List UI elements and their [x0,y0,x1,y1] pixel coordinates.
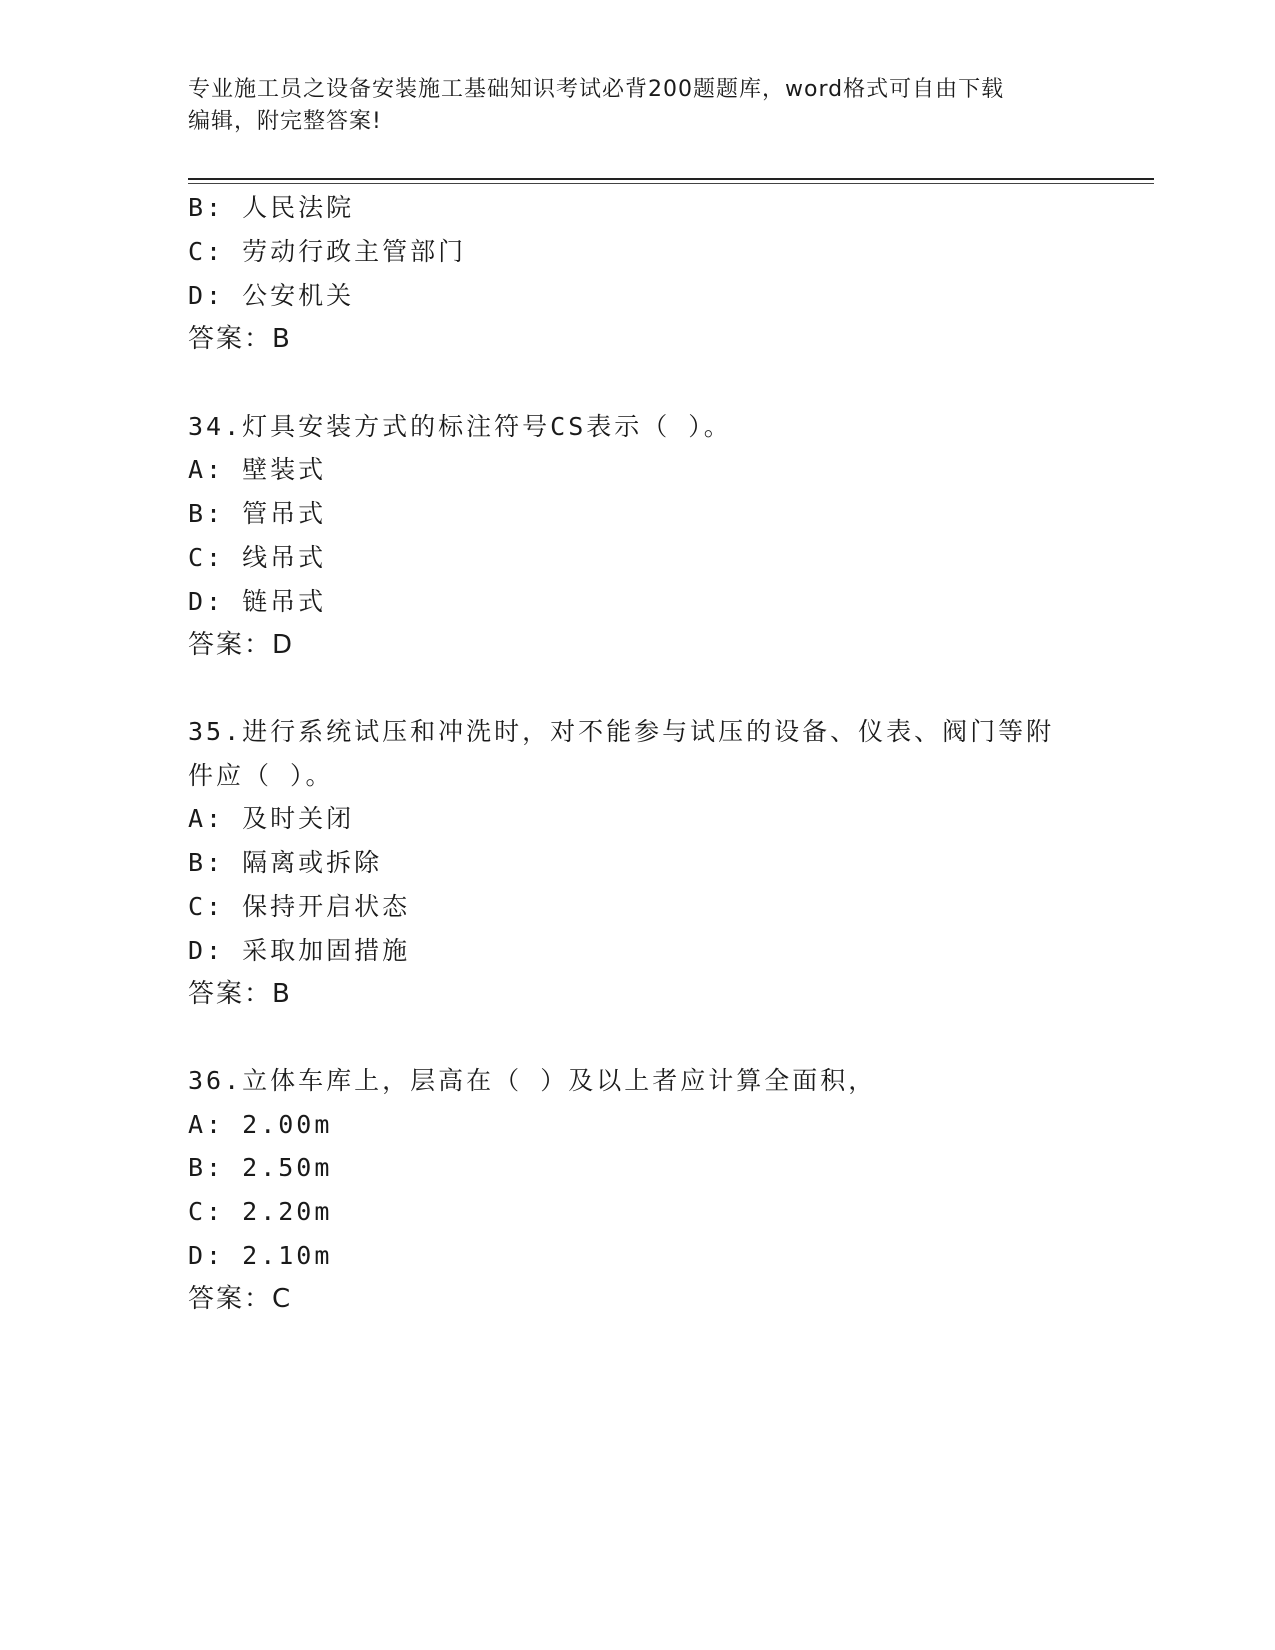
header-divider-thick [188,178,1154,180]
q35-option-a: A: 及时关闭 [188,804,355,833]
q34-answer: 答案：D [188,630,295,660]
q33-answer: 答案：B [188,324,292,354]
q36-question: 36.立体车库上，层高在（ ）及以上者应计算全面积， [188,1066,877,1095]
q33-option-d: D: 公安机关 [188,281,355,310]
q36-option-a: A: 2.00m [188,1110,333,1139]
header-line-1: 专业施工员之设备安装施工基础知识考试必背200题题库，word格式可自由下载 [188,77,1005,102]
q34-option-a: A: 壁装式 [188,455,327,484]
q36-option-b: B: 2.50m [188,1153,333,1182]
q35-answer: 答案：B [188,979,292,1009]
q35-question-line-1: 35.进行系统试压和冲洗时，对不能参与试压的设备、仪表、阀门等附 [188,717,1055,746]
header-line-2: 编辑，附完整答案! [188,109,382,134]
q36-answer: 答案：C [188,1284,293,1314]
header-divider-thin [188,183,1154,184]
q36-option-c: C: 2.20m [188,1197,333,1226]
q34-option-d: D: 链吊式 [188,587,327,616]
q35-option-c: C: 保持开启状态 [188,892,411,921]
q36-option-d: D: 2.10m [188,1241,333,1270]
q34-option-c: C: 线吊式 [188,543,327,572]
document-header [188,74,1088,138]
q35-option-d: D: 采取加固措施 [188,936,411,965]
q35-question-line-2: 件应（ ）。 [188,761,334,790]
q33-option-c: C: 劳动行政主管部门 [188,237,467,266]
q34-question: 34.灯具安装方式的标注符号CS表示（ ）。 [188,412,732,441]
q34-option-b: B: 管吊式 [188,499,327,528]
q35-option-b: B: 隔离或拆除 [188,848,383,877]
q33-option-b: B: 人民法院 [188,193,355,222]
